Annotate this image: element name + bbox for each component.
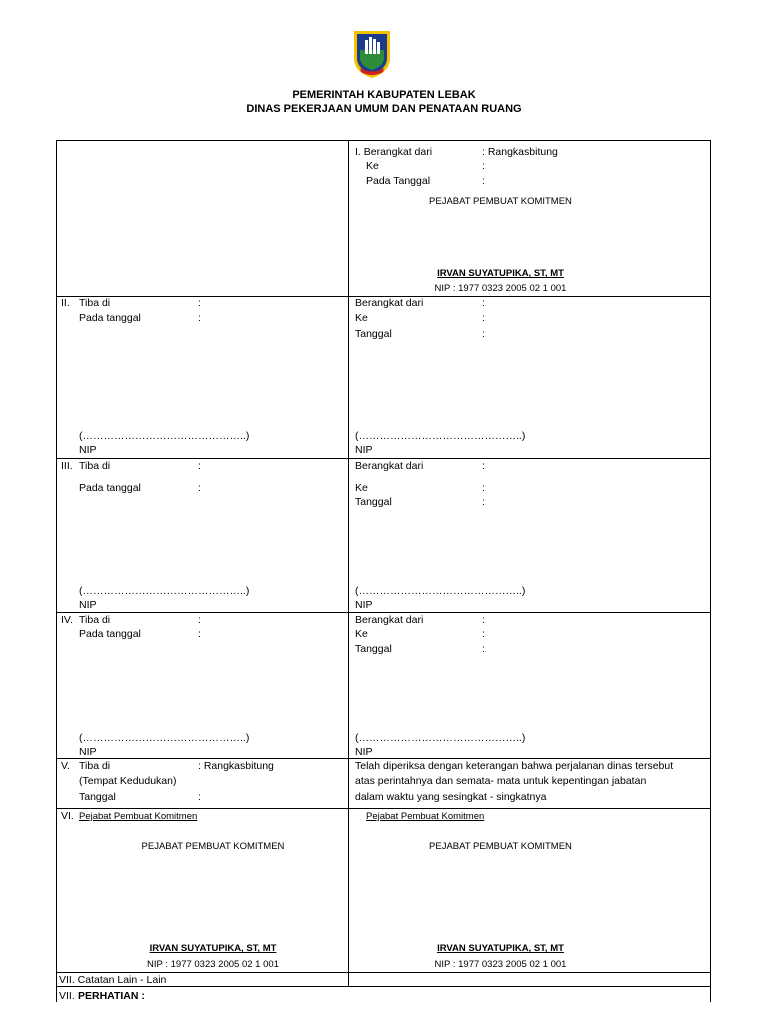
tanggal-colon: :	[198, 791, 201, 803]
section-v-roman: V.	[61, 760, 70, 772]
berangkat-dari-value: : Rangkasbitung	[482, 146, 558, 158]
verification-note-line: dalam waktu yang sesingkat - singkatnya	[355, 791, 547, 803]
tiba-di-value: : Rangkasbitung	[198, 760, 274, 772]
section-vi-roman: VI.	[61, 810, 74, 822]
tiba-di-label: Tiba di	[79, 460, 111, 472]
header-title-line2: DINAS PEKERJAAN UMUM DAN PENATAAN RUANG	[246, 103, 522, 115]
pada-tanggal-label: Pada tanggal	[79, 628, 141, 640]
pada-tanggal-label: Pada Tanggal	[366, 175, 431, 187]
nip-label: NIP	[79, 746, 97, 758]
section-iii-roman: III.	[61, 460, 73, 472]
berangkat-dari-label: Berangkat dari	[355, 460, 424, 472]
pada-tanggal-colon: :	[198, 628, 201, 640]
catatan-lain-label: VII. Catatan Lain - Lain	[59, 974, 167, 986]
nip-label: NIP	[355, 599, 373, 611]
pejabat-title: PEJABAT PEMBUAT KOMITMEN	[141, 841, 285, 852]
table-border-right	[710, 140, 711, 1002]
signer-nip: NIP : 1977 0323 2005 02 1 001	[147, 959, 279, 970]
pejabat-small-label: Pejabat Pembuat Komitmen	[366, 811, 485, 822]
berangkat-dari-colon: :	[482, 614, 485, 626]
signature-line: (………………………………………..)	[355, 585, 526, 597]
ke-colon: :	[482, 312, 485, 324]
tempat-kedudukan-label: (Tempat Kedudukan)	[79, 775, 177, 787]
signer-name: IRVAN SUYATUPIKA, ST, MT	[437, 943, 564, 954]
table-border-left	[56, 140, 57, 1002]
regency-logo	[351, 28, 393, 80]
regency-coat-of-arms-icon	[351, 28, 393, 80]
signer-name: IRVAN SUYATUPIKA, ST, MT	[437, 268, 564, 279]
tiba-di-label: Tiba di	[79, 614, 111, 626]
signature-line: (………………………………………..)	[79, 430, 250, 442]
berangkat-dari-label: I. Berangkat dari	[355, 146, 433, 158]
pejabat-small-label: Pejabat Pembuat Komitmen	[79, 811, 198, 822]
row-divider	[56, 986, 711, 987]
ke-label: Ke	[366, 160, 379, 172]
pada-tanggal-colon: :	[198, 482, 201, 494]
signature-line: (………………………………………..)	[355, 732, 526, 744]
perhatian-roman: VII.	[59, 990, 75, 1002]
row-divider	[56, 972, 711, 973]
nip-label: NIP	[79, 599, 97, 611]
tiba-di-label: Tiba di	[79, 297, 111, 309]
ke-colon: :	[482, 482, 485, 494]
tiba-di-colon: :	[198, 297, 201, 309]
tanggal-label: Tanggal	[355, 643, 392, 655]
berangkat-dari-label: Berangkat dari	[355, 614, 424, 626]
berangkat-dari-label: Berangkat dari	[355, 297, 424, 309]
verification-note-line: Telah diperiksa dengan keterangan bahwa perjalanan dinas tersebut	[355, 760, 674, 772]
ke-colon: :	[482, 160, 485, 172]
signature-line: (………………………………………..)	[355, 430, 526, 442]
signature-line: (………………………………………..)	[79, 585, 250, 597]
tiba-di-label: Tiba di	[79, 760, 111, 772]
row-divider	[56, 458, 711, 459]
header-title-line1: PEMERINTAH KABUPATEN LEBAK	[292, 89, 476, 101]
nip-label: NIP	[355, 444, 373, 456]
berangkat-dari-colon: :	[482, 297, 485, 309]
tiba-di-colon: :	[198, 460, 201, 472]
signer-name: IRVAN SUYATUPIKA, ST, MT	[149, 943, 277, 954]
tanggal-label: Tanggal	[355, 328, 392, 340]
pada-tanggal-colon: :	[482, 175, 485, 187]
tanggal-colon: :	[482, 496, 485, 508]
ke-label: Ke	[355, 312, 368, 324]
ke-label: Ke	[355, 628, 368, 640]
perhatian-label: PERHATIAN :	[78, 990, 145, 1002]
tiba-di-colon: :	[198, 614, 201, 626]
section-ii-roman: II.	[61, 297, 70, 309]
berangkat-dari-colon: :	[482, 460, 485, 472]
nip-label: NIP	[79, 444, 97, 456]
signer-nip: NIP : 1977 0323 2005 02 1 001	[434, 959, 567, 970]
ke-colon: :	[482, 628, 485, 640]
tanggal-label: Tanggal	[79, 791, 116, 803]
pejabat-title: PEJABAT PEMBUAT KOMITMEN	[429, 196, 572, 207]
pada-tanggal-colon: :	[198, 312, 201, 324]
row-divider	[56, 612, 711, 613]
table-border-top	[56, 140, 711, 141]
tanggal-colon: :	[482, 328, 485, 340]
signature-line: (………………………………………..)	[79, 732, 250, 744]
row-divider	[56, 758, 711, 759]
pejabat-title: PEJABAT PEMBUAT KOMITMEN	[429, 841, 572, 852]
pada-tanggal-label: Pada tanggal	[79, 312, 141, 324]
ke-label: Ke	[355, 482, 368, 494]
pada-tanggal-label: Pada tanggal	[79, 482, 141, 494]
verification-note-line: atas perintahnya dan semata- mata untuk kepentingan jabatan	[355, 775, 647, 787]
nip-label: NIP	[355, 746, 373, 758]
section-iv-roman: IV.	[61, 614, 73, 626]
tanggal-label: Tanggal	[355, 496, 392, 508]
row-divider	[56, 808, 711, 809]
signer-nip: NIP : 1977 0323 2005 02 1 001	[434, 283, 567, 294]
tanggal-colon: :	[482, 643, 485, 655]
column-divider	[348, 140, 349, 986]
